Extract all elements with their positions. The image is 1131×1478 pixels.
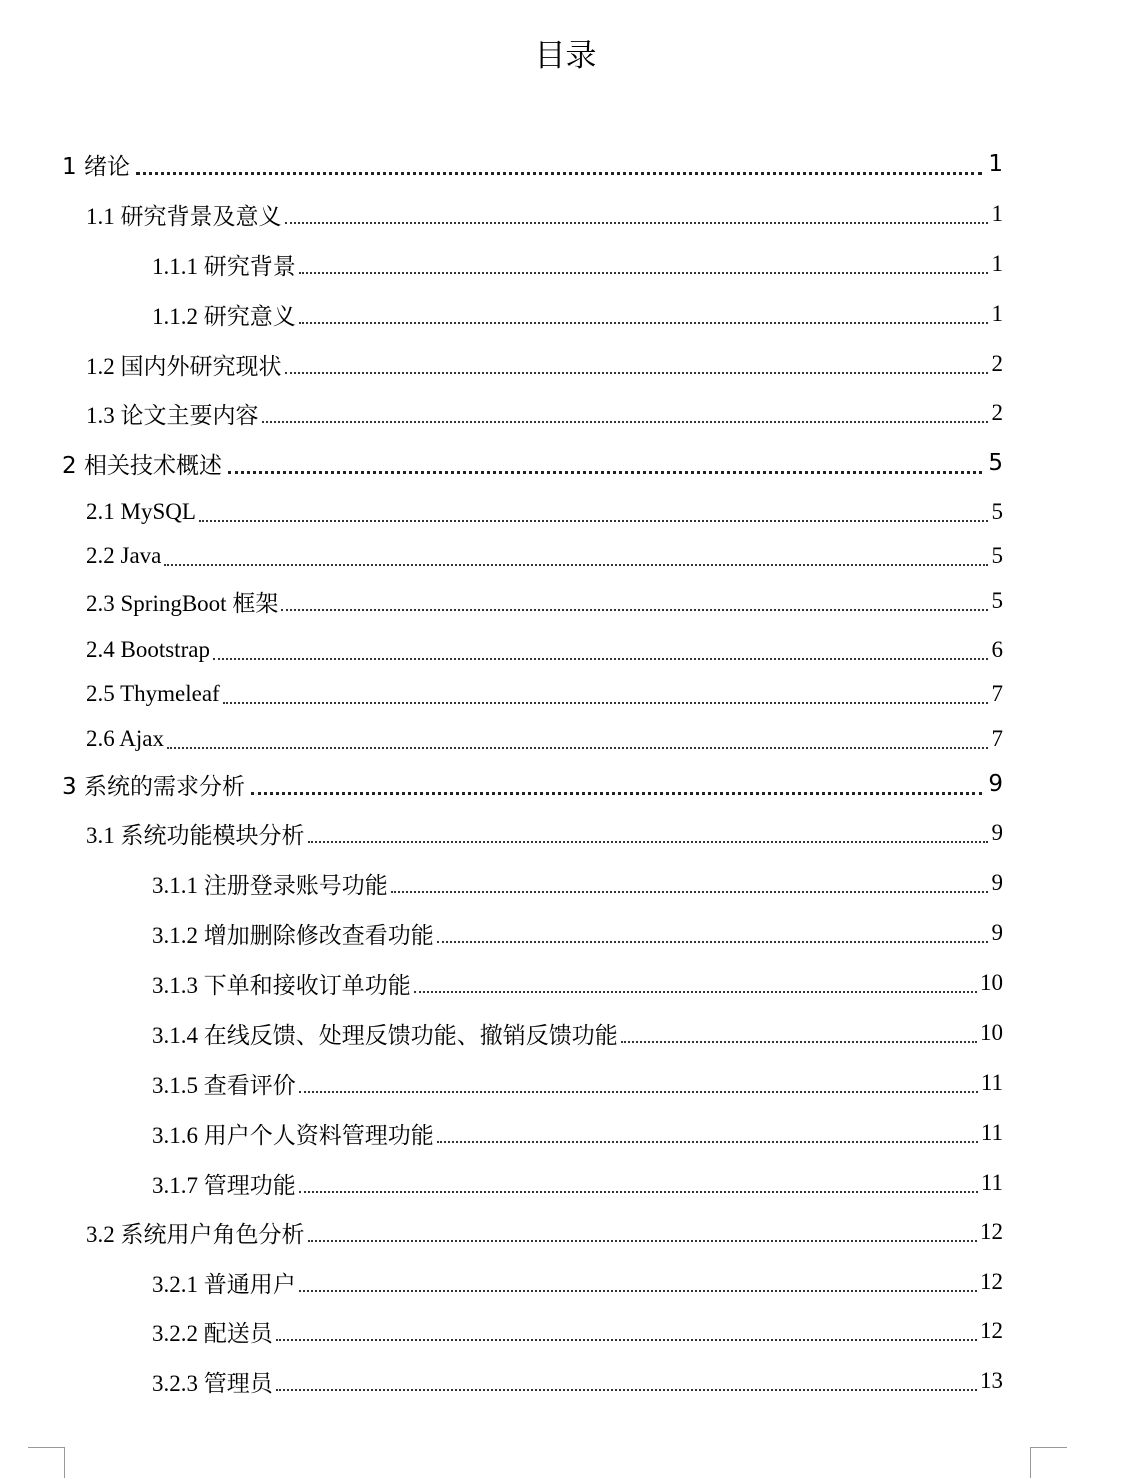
toc-entry[interactable] [152, 1016, 1003, 1050]
toc-entry-label: 3 系统的需求分析 [62, 773, 245, 800]
toc-entry-label: 2.2 Java [86, 543, 162, 568]
toc-entry-page-number: 13 [980, 1368, 1003, 1393]
dot-leader [251, 792, 982, 795]
dot-leader [167, 747, 988, 749]
toc-entry-label: 3.1.2 增加删除修改查看功能 [152, 922, 434, 948]
toc-entry[interactable] [152, 1314, 1003, 1348]
toc-entry-label: 3.1.3 下单和接收订单功能 [152, 972, 411, 998]
toc-entry[interactable] [152, 1166, 1003, 1200]
toc-entry-label: 1 绪论 [62, 153, 130, 180]
toc-entry-page-number: 11 [980, 1120, 1003, 1145]
toc-entry-label: 3.2.2 配送员 [152, 1320, 273, 1346]
toc-entry-label: 3.2.1 普通用户 [152, 1271, 296, 1297]
toc-entry-label: 2.6 Ajax [86, 726, 164, 751]
toc-entry-label: 2 相关技术概述 [62, 452, 222, 479]
toc-entry-page-number: 1 [988, 151, 1003, 177]
toc-entry[interactable] [152, 247, 1003, 281]
toc-entry-label: 1.1 研究背景及意义 [86, 203, 282, 229]
toc-entry-page-number: 9 [988, 771, 1003, 797]
toc-entry[interactable] [152, 297, 1003, 331]
toc-entry-page-number: 11 [980, 1170, 1003, 1195]
toc-entry-page-number: 9 [991, 920, 1003, 945]
toc-entry-page-number: 1 [991, 251, 1003, 276]
dot-leader [213, 658, 988, 660]
toc-entry-label: 2.1 MySQL [86, 499, 196, 524]
toc-entry-page-number: 1 [991, 301, 1003, 326]
dot-leader [308, 841, 989, 843]
page-corner-mark-right [1030, 1447, 1067, 1478]
toc-entry-page-number: 11 [980, 1070, 1003, 1095]
toc-entry-label: 1.1.1 研究背景 [152, 253, 296, 279]
toc-entry-label: 3.1.1 注册登录账号功能 [152, 872, 388, 898]
toc-entry-label: 1.2 国内外研究现状 [86, 353, 282, 379]
toc-entry[interactable] [86, 722, 1003, 756]
toc-entry-label: 3.1.5 查看评价 [152, 1072, 296, 1098]
toc-entry-page-number: 5 [991, 588, 1003, 613]
dot-leader [223, 702, 988, 704]
toc-entry[interactable] [62, 446, 1003, 480]
toc-entry-page-number: 10 [980, 970, 1003, 995]
toc-entry-page-number: 12 [980, 1269, 1003, 1294]
dot-leader [199, 520, 988, 522]
toc-entry-label: 2.5 Thymeleaf [86, 681, 220, 706]
page-corner-mark-left [28, 1447, 65, 1478]
toc-entry[interactable] [86, 495, 1003, 529]
dot-leader [437, 1141, 978, 1143]
toc-entry[interactable] [152, 1364, 1003, 1398]
toc-entry[interactable] [86, 1215, 1003, 1249]
toc-entry[interactable] [86, 633, 1003, 667]
toc-entry-page-number: 7 [991, 726, 1003, 751]
dot-leader [164, 564, 988, 566]
dot-leader [285, 222, 989, 224]
toc-entry-page-number: 6 [991, 637, 1003, 662]
toc-entry[interactable] [86, 197, 1003, 231]
toc-entry[interactable] [62, 767, 1003, 801]
toc-entry-label: 3.1 系统功能模块分析 [86, 822, 305, 848]
toc-entry-page-number: 9 [991, 820, 1003, 845]
toc-entry-label: 2.4 Bootstrap [86, 637, 210, 662]
toc-entry[interactable] [86, 539, 1003, 573]
toc-entry-page-number: 12 [980, 1219, 1003, 1244]
dot-leader [299, 1091, 978, 1093]
dot-leader [414, 991, 977, 993]
dot-leader [308, 1240, 978, 1242]
toc-entry-label: 3.2 系统用户角色分析 [86, 1221, 305, 1247]
toc-entry-page-number: 7 [991, 681, 1003, 706]
toc-entry[interactable] [152, 966, 1003, 1000]
dot-leader [437, 941, 988, 943]
toc-entry[interactable] [152, 1066, 1003, 1100]
toc-entry-page-number: 5 [988, 450, 1003, 476]
dot-leader [391, 891, 988, 893]
dot-leader [228, 471, 982, 474]
dot-leader [299, 1191, 978, 1193]
dot-leader [299, 272, 988, 274]
toc-entry-page-number: 2 [991, 400, 1003, 425]
toc-entry[interactable] [86, 396, 1003, 430]
toc-entry-page-number: 10 [980, 1020, 1003, 1045]
dot-leader [281, 609, 988, 611]
toc-entry-page-number: 5 [991, 499, 1003, 524]
toc-entry-label: 3.1.7 管理功能 [152, 1172, 296, 1198]
dot-leader [276, 1339, 977, 1341]
toc-entry[interactable] [152, 916, 1003, 950]
toc-entry[interactable] [86, 584, 1003, 618]
dot-leader [621, 1041, 977, 1043]
toc-entry-page-number: 2 [991, 351, 1003, 376]
dot-leader [285, 372, 989, 374]
toc-entry-label: 2.3 SpringBoot 框架 [86, 590, 279, 616]
toc-entry[interactable] [86, 816, 1003, 850]
toc-entry[interactable] [86, 347, 1003, 381]
dot-leader [262, 421, 989, 423]
dot-leader [299, 1290, 977, 1292]
dot-leader [299, 322, 988, 324]
toc-entry-label: 3.2.3 管理员 [152, 1370, 273, 1396]
toc-entry-label: 1.3 论文主要内容 [86, 402, 259, 428]
toc-entry[interactable] [152, 1265, 1003, 1299]
toc-entry-label: 3.1.4 在线反馈、处理反馈功能、撤销反馈功能 [152, 1022, 618, 1048]
toc-entry-page-number: 9 [991, 870, 1003, 895]
dot-leader [136, 172, 982, 175]
toc-entry[interactable] [152, 866, 1003, 900]
dot-leader [276, 1389, 977, 1391]
toc-entry-page-number: 12 [980, 1318, 1003, 1343]
toc-entry-page-number: 5 [991, 543, 1003, 568]
page-title: 目录 [534, 38, 597, 74]
toc-entry-label: 1.1.2 研究意义 [152, 303, 296, 329]
toc-entry[interactable] [86, 677, 1003, 711]
toc-entry[interactable] [62, 147, 1003, 181]
toc-entry-label: 3.1.6 用户个人资料管理功能 [152, 1122, 434, 1148]
toc-entry[interactable] [152, 1116, 1003, 1150]
toc-entry-page-number: 1 [991, 201, 1003, 226]
